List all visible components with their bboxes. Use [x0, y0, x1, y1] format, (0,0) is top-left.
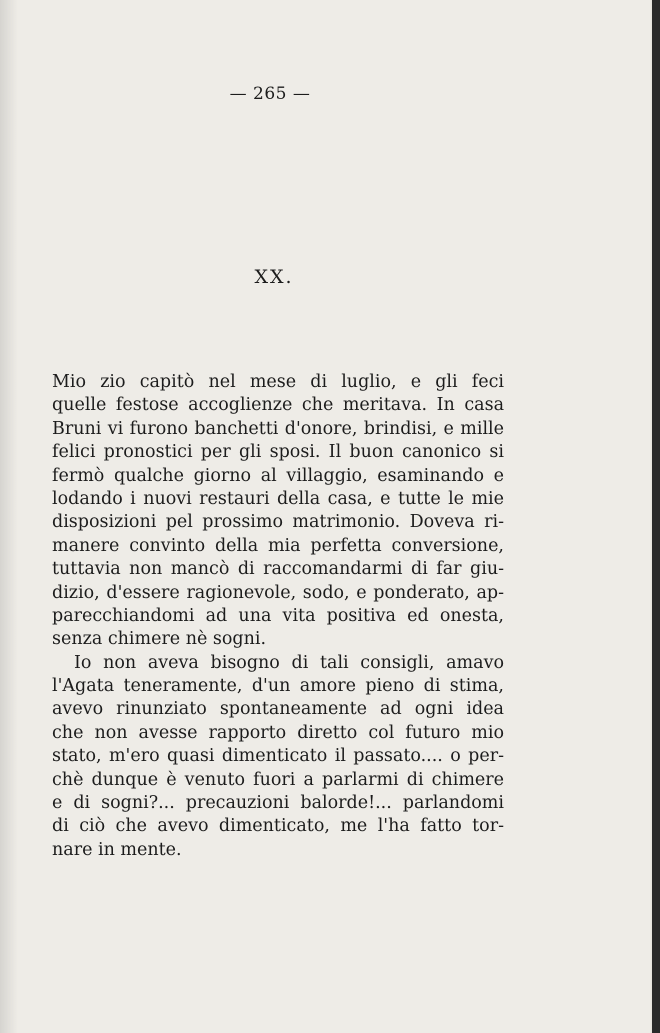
text-line: disposizioni pel prossimo matrimonio. Doveva ri-: [52, 512, 504, 533]
text-line: chè dunque è venuto fuori a parlarmi di chimere: [52, 769, 504, 790]
paragraph-2: [52, 652, 504, 863]
text-line: lodando i nuovi restauri della casa, e tutte le mie: [52, 488, 504, 509]
text-line: avevo rinunziato spontaneamente ad ogni idea: [52, 699, 504, 720]
text-line: tuttavia non mancò di raccomandarmi di far giu-: [52, 559, 504, 580]
text-line: senza chimere nè sogni.: [52, 629, 267, 650]
text-line: dizio, d'essere ragionevole, sodo, e ponderato, ap-: [52, 582, 504, 603]
text-line: Bruni vi furono banchetti d'onore, brindisi, e mille: [52, 418, 504, 439]
paragraph-1: [52, 371, 504, 652]
text-line: che non avesse rapporto diretto col futuro mio: [52, 722, 504, 743]
text-line: l'Agata teneramente, d'un amore pieno di stima,: [52, 676, 504, 697]
text-line: manere convinto della mia perfetta conversione,: [52, 535, 504, 556]
text-line: fermò qualche giorno al villaggio, esaminando e: [52, 465, 504, 486]
chapter-title: XX.: [254, 266, 294, 288]
body-text: [52, 371, 504, 862]
page-number: — 265 —: [229, 84, 311, 104]
text-line: Io non aveva bisogno di tali consigli, amavo: [74, 652, 504, 673]
page-edge-shadow: [652, 0, 660, 1033]
text-line: nare in mente.: [52, 839, 182, 860]
text-line: di ciò che avevo dimenticato, me l'ha fatto tor-: [52, 816, 504, 837]
text-line: quelle festose accoglienze che meritava. In casa: [52, 395, 504, 416]
text-line: parecchiandomi ad una vita positiva ed onesta,: [52, 605, 504, 626]
text-line: stato, m'ero quasi dimenticato il passato.... o per-: [52, 746, 504, 767]
text-line: e di sogni?... precauzioni balorde!... parlandomi: [52, 793, 504, 814]
text-line: Mio zio capitò nel mese di luglio, e gli feci: [52, 372, 504, 392]
text-line: felici pronostici per gli sposi. Il buon canonico si: [52, 442, 504, 463]
